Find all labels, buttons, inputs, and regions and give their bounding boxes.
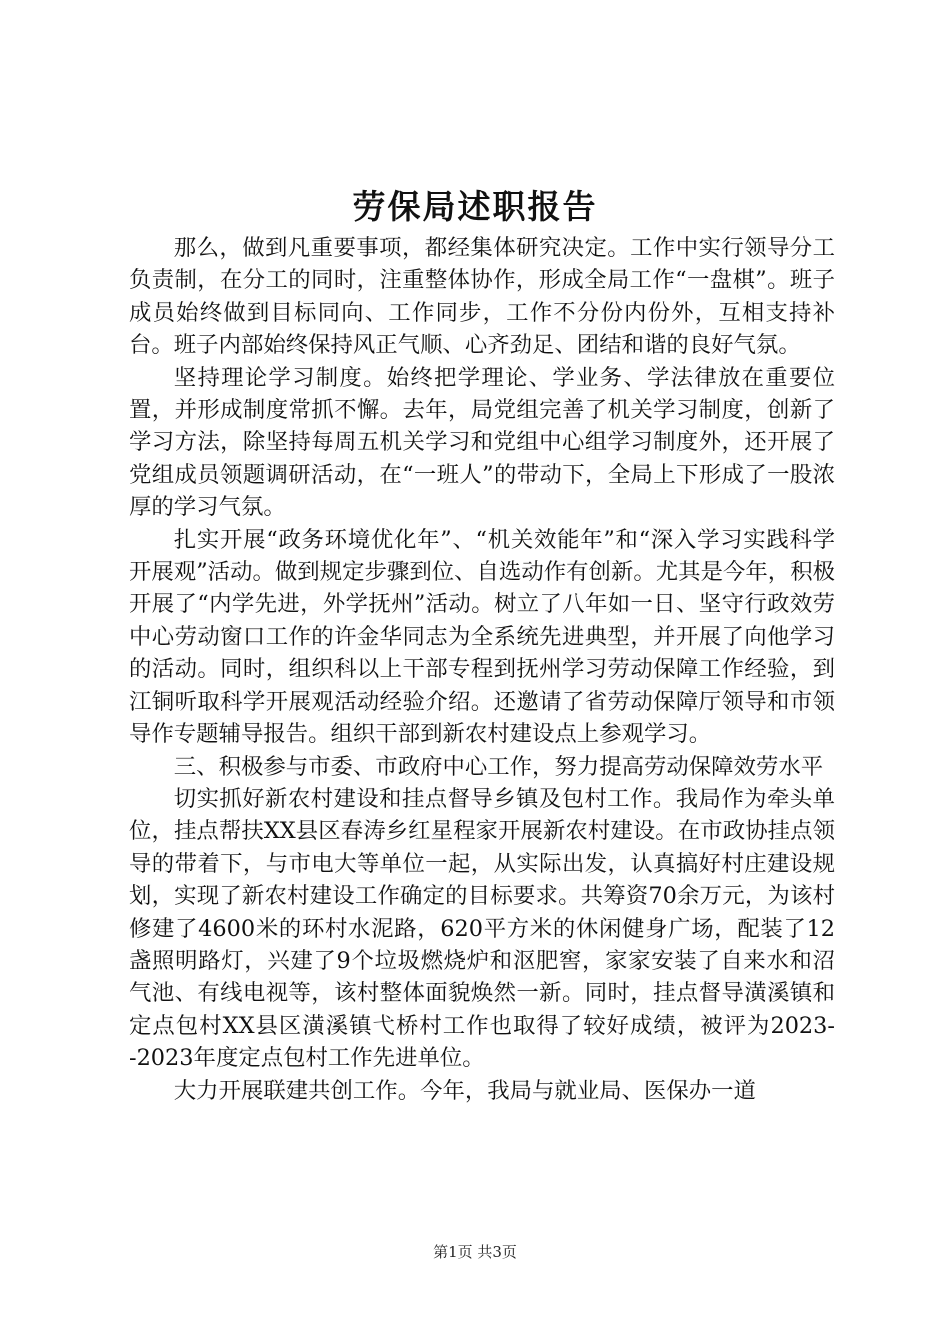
section-heading: 三、积极参与市委、市政府中心工作，努力提高劳动保障效劳水平: [173, 753, 824, 780]
paragraph: 切实抓好新农村建设和挂点督导乡镇及包村工作。我局作为牵头单位，挂点帮扶XX县区春涛乡红星程家开展新农村建设。在市政协挂点领导的带着下，与市电大等单位一起，从实际出发，认真搞好村庄建设规划，实现了新农村建设工作确定的目标要求。共筹资70余万元，为该村修建了4600米的环村水泥路，620平方米的休闲健身广场，配装了12盏照明路灯，兴建了9个垃圾燃烧炉和沤肥窖，家家安装了自来水和沼气池、有线电视等，该村整体面貌焕然一新。同时，挂点督导潢溪镇和定点包村XX县区潢溪镇弋桥村工作也取得了较好成绩，被评为2023--2023年度定点包村工作先进单位。: [129, 785, 835, 1072]
paragraph: 那么，做到凡重要事项，都经集体研究决定。工作中实行领导分工负责制，在分工的同时，注重整体协作，形成全局工作“一盘棋”。班子成员始终做到目标同向、工作同步，工作不分份内份外，互相支持补台。班子内部始终保持风正气顺、心齐劲足、团结和谐的良好气氛。: [129, 235, 835, 359]
paragraph: 扎实开展“政务环境优化年”、“机关效能年”和“深入学习实践科学开展观”活动。做到规定步骤到位、自选动作有创新。尤其是今年，积极开展了“内学先进，外学抚州”活动。树立了八年如一日、坚守行政效劳中心劳动窗口工作的许金华同志为全系统先进典型，并开展了向他学习的活动。同时，组织科以上干部专程到抚州学习劳动保障工作经验，到江铜听取科学开展观活动经验介绍。还邀请了省劳动保障厅领导和市领导作专题辅导报告。组织干部到新农村建设点上参观学习。: [129, 526, 835, 748]
paragraph: 大力开展联建共创工作。今年，我局与就业局、医保办一道: [173, 1077, 756, 1104]
page-footer: 第1页 共3页: [433, 1243, 517, 1261]
document-title: 劳保局述职报告: [352, 187, 598, 226]
document-body: [129, 232, 835, 1107]
paragraph: 坚持理论学习制度。始终把学理论、学业务、学法律放在重要位置，并形成制度常抓不懈。去年，局党组完善了机关学习制度，创新了学习方法，除坚持每周五机关学习和党组中心组学习制度外，还开展了党组成员领题调研活动，在“一班人”的带动下，全局上下形成了一股浓厚的学习气氛。: [129, 364, 835, 521]
